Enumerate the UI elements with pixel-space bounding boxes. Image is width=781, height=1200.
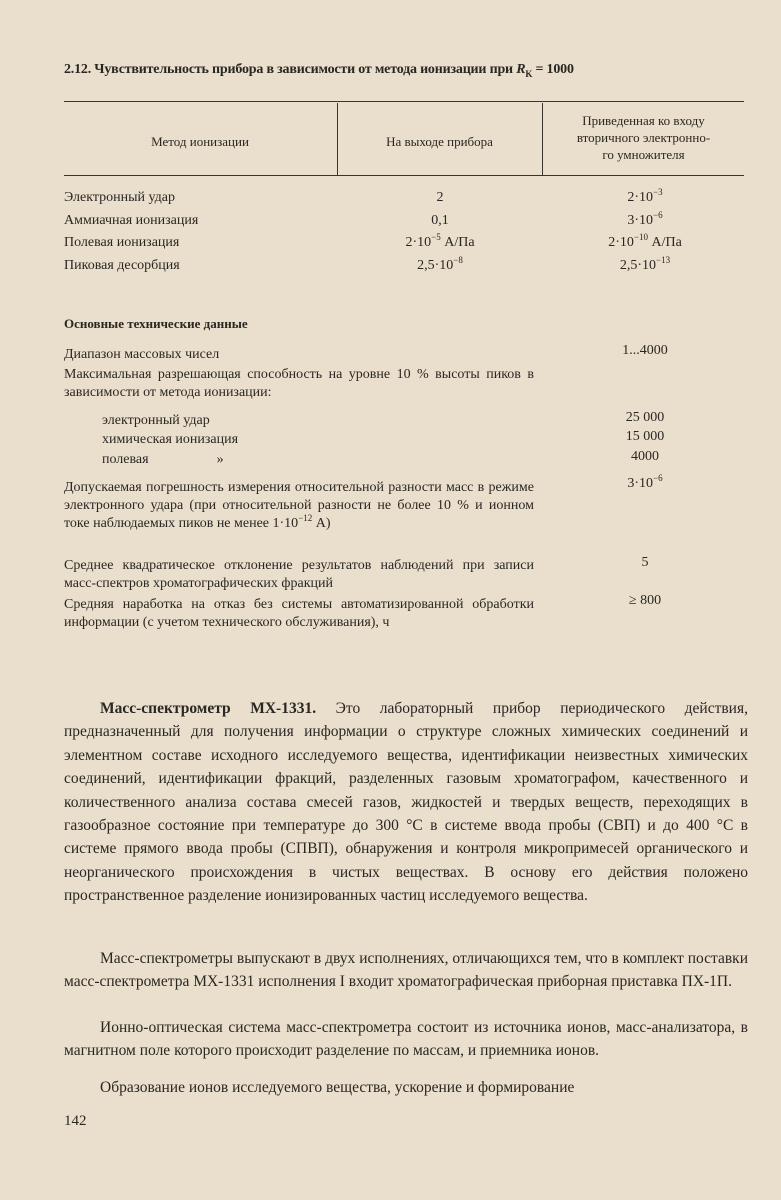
row-output-value: $2\cdot 10^{-5}$ А/Па: [405, 232, 475, 250]
spec-mass-range-label: Диапазон массовых чисел: [64, 347, 220, 362]
row-input-value: $2\cdot 10^{-3}$: [627, 187, 663, 205]
paragraph-1: Масс-спектрометр МХ-1331. Это лабораторный прибор периодического действия, предназначенный для получения информации о структуре сложных химических соединений и элементном составе исходного исследуемого вещества, идентификации неизвестных химических соединений, идентификации фракций, разделенных газовым хроматографом, качественного и количественного анализа состава смесей газов, жидкостей и твердых веществ, переходящих в газообразное состояние при температуре до 300 °С в системе ввода пробы (СВП) и до 400 °С в системе прямого ввода пробы (СПВП), обнаружения и контроля микропримесей органического и неорганического происхождения в чистых веществах. В основу его действия положено пространственное разделение ионизированных частиц исследуемого вещества.: [64, 700, 748, 905]
ditto-mark: »: [216, 452, 224, 467]
row-output-value: $2,5\cdot 10^{-8}$: [417, 255, 463, 273]
page-number: 142: [64, 1113, 87, 1129]
table-title: 2.12. Чувствительность прибора в зависимости от метода ионизации при $R_K = 1000$: [64, 62, 574, 79]
table-row: [0, 256, 781, 276]
row-method-name: Электронный удар: [64, 190, 176, 205]
table-row: [0, 233, 781, 253]
header-input-line1: Приведенная ко входу: [582, 113, 705, 128]
section-title: Основные технические данные: [64, 316, 248, 331]
device-name: Масс-спектрометр МХ-1331.: [100, 700, 317, 717]
row-input-value: $3\cdot 10^{-6}$: [627, 210, 663, 228]
spec-res-item-value: 15 000: [625, 429, 665, 444]
table-top-rule: [64, 101, 744, 102]
spec-mtbf-value: ≥ 800: [628, 593, 662, 608]
paragraph-2: Масс-спектрометры выпускают в двух исполнениях, отличающихся тем, что в комплект поставки масс-спектрометра МХ-1331 исполнения I входит хроматографическая приборная приставка ПХ-1П.: [64, 950, 748, 991]
table-header-rule: [64, 175, 744, 176]
paragraph-3: Ионно-оптическая система масс-спектрометра состоит из источника ионов, масс-анализатора, в магнитном поле которого происходит разделение по массам, и приемника ионов.: [64, 1019, 748, 1060]
header-input-line3: го умножителя: [602, 147, 685, 162]
spec-sd-label: Среднее квадратическое отклонение результатов наблюдений при записи масс-спектров хроматографических фракций: [64, 558, 534, 591]
row-input-value: $2\cdot 10^{-10}$ А/Па: [608, 232, 682, 250]
spec-res-item-label: полевая »: [102, 452, 224, 467]
header-method: Метод ионизации: [151, 134, 249, 149]
row-method-name: Пиковая десорбция: [64, 258, 180, 273]
spec-mass-range-value: 1...4000: [622, 343, 668, 358]
header-output: На выходе прибора: [386, 134, 493, 149]
row-method-name: Полевая ионизация: [64, 235, 180, 250]
table-row: [0, 211, 781, 231]
table-row: [0, 188, 781, 208]
paragraph-4: Образование ионов исследуемого вещества, ускорение и формирование: [100, 1079, 575, 1096]
header-input: [543, 112, 744, 163]
spec-error-label: Допускаемая погрешность измерения относительной разности масс в режиме электронного удара (при относительной разности не более 10 % и ионном токе наблюдаемых пиков не менее $1\cdot 10^{-12}$ А): [64, 480, 534, 531]
row-output-value: 0,1: [431, 213, 449, 228]
spec-res-item-value: 4000: [631, 449, 659, 464]
row-input-value: $2,5\cdot 10^{-13}$: [619, 255, 671, 273]
spec-resolution-label: Максимальная разрешающая способность на уровне 10 % высоты пиков в зависимости от метода ионизации:: [64, 367, 534, 400]
row-output-value: 2: [436, 190, 444, 205]
spec-res-item-label: химическая ионизация: [102, 432, 239, 447]
spec-sd-value: 5: [641, 555, 649, 570]
row-method-name: Аммиачная ионизация: [64, 213, 199, 228]
spec-res-item-label: электронный удар: [102, 413, 210, 428]
spec-mtbf-label: Средняя наработка на отказ без системы автоматизированной обработки информации (с учетом технического обслуживания), ч: [64, 597, 534, 630]
spec-error-value: $3\cdot 10^{-6}$: [627, 473, 663, 491]
header-input-line2: вторичного электронно-: [576, 130, 711, 145]
spec-res-item-value: 25 000: [625, 410, 665, 425]
